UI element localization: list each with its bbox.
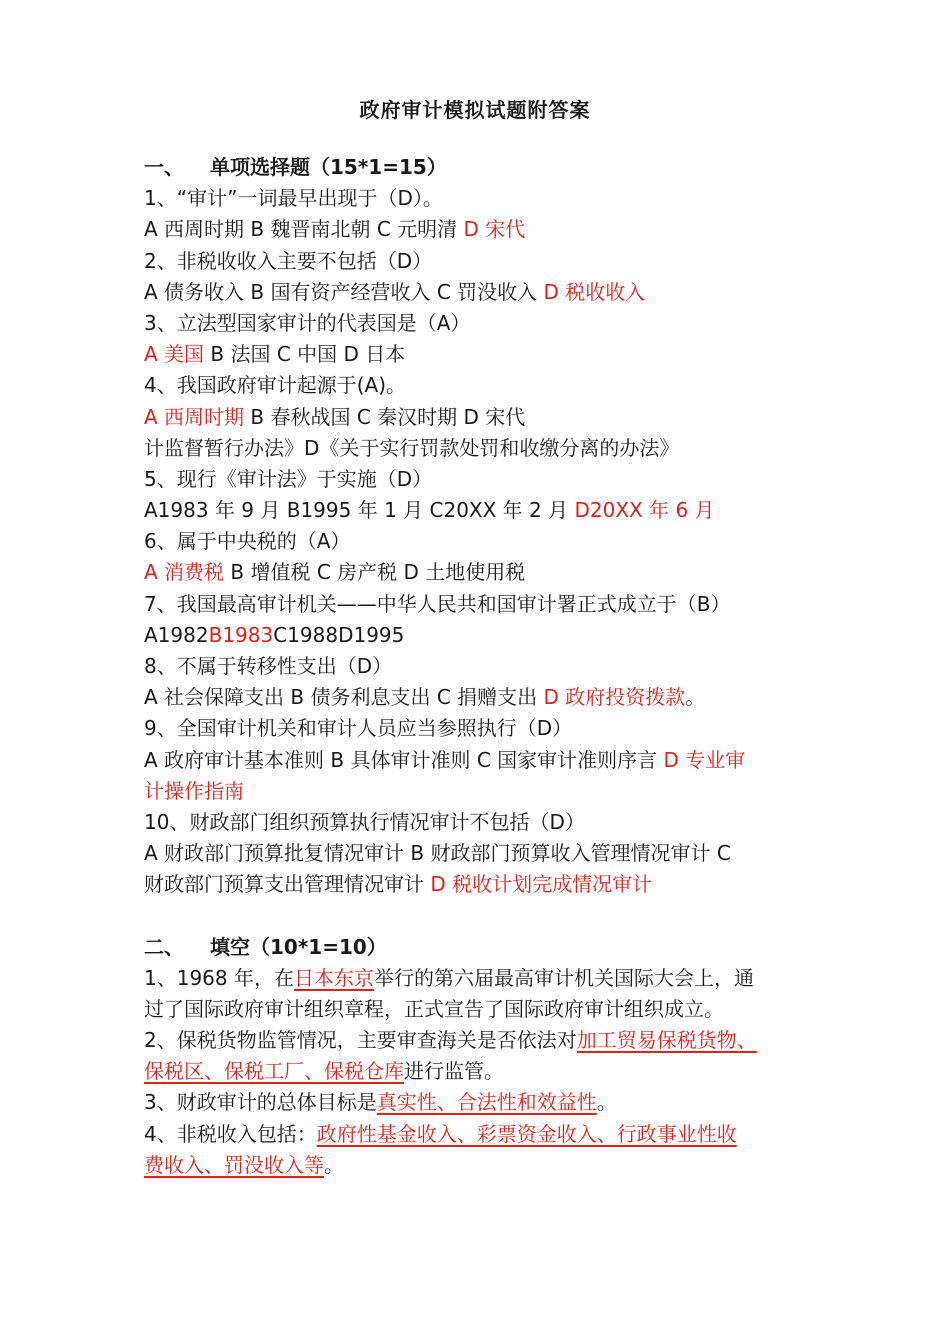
- text-line: [144, 495, 812, 526]
- answer-text: 真实性、合法性和效益性: [376, 1090, 597, 1115]
- text-line: [144, 589, 812, 620]
- text-line: [144, 838, 812, 869]
- answer-text: D20XX 年 6 月: [574, 498, 715, 523]
- answer-text: 政府性基金收入、彩票资金收入、行政事业性收: [316, 1121, 737, 1146]
- question-text: 举行的第六届最高审计机关国际大会上，通: [373, 965, 754, 990]
- text-line: [144, 183, 812, 214]
- question-text: 10、财政部门组织预算执行情况审计不包括（D）: [144, 809, 585, 834]
- text-line: [144, 1119, 812, 1150]
- question-text: 2、保税货物监管情况，主要审查海关是否依法对: [144, 1028, 577, 1053]
- text-line: [144, 1087, 812, 1118]
- question-text: C1988D1995: [273, 622, 405, 647]
- question-text: 。: [685, 685, 706, 710]
- text-line: [144, 1056, 812, 1087]
- section-gap: [144, 901, 812, 932]
- section-number: 一、: [144, 155, 184, 179]
- text-line: [144, 776, 812, 807]
- text-line: [144, 963, 812, 994]
- text-line: [144, 745, 812, 776]
- question-text: A 债务收入 B 国有资产经营收入 C 罚没收入: [144, 279, 544, 304]
- question-text: A1982: [144, 622, 209, 647]
- question-text: 4、非税收入包括：: [144, 1121, 317, 1146]
- answer-text: D 宋代: [463, 217, 526, 242]
- question-text: 5、现行《审计法》于实施（D）: [144, 466, 433, 491]
- question-text: 3、财政审计的总体目标是: [144, 1090, 377, 1115]
- section-name: 单项选择题（15*1=15）: [210, 155, 447, 179]
- section-number: 二、: [144, 934, 184, 959]
- question-text: B 法国 C 中国 D 日本: [204, 342, 406, 367]
- question-text: B 增值税 C 房产税 D 土地使用税: [224, 560, 526, 585]
- text-line: [144, 464, 812, 495]
- question-text: 4、我国政府审计起源于(A)。: [144, 373, 407, 398]
- question-text: 计监督暂行办法》D《关于实行罚款处罚和收缴分离的办法》: [144, 435, 680, 460]
- text-line: [144, 526, 812, 557]
- document-title: 政府审计模拟试题附答案: [359, 98, 591, 122]
- question-text: 财政部门预算支出管理情况审计: [144, 872, 431, 897]
- text-line: [144, 246, 812, 277]
- text-line: [144, 1150, 812, 1181]
- text-line: [144, 807, 812, 838]
- answer-text: D 专业审: [663, 747, 746, 772]
- document-body: [144, 152, 812, 1181]
- question-text: 2、非税收收入主要不包括（D）: [144, 248, 433, 273]
- text-line: [144, 682, 812, 713]
- question-text: A 西周时期 B 魏晋南北朝 C 元明清: [144, 217, 464, 242]
- question-text: A 社会保障支出 B 债务利息支出 C 捐赠支出: [144, 685, 544, 710]
- question-text: 3、立法型国家审计的代表国是（A）: [144, 310, 471, 335]
- answer-text: 加工贸易保税货物、: [576, 1028, 757, 1053]
- text-line: [144, 620, 812, 651]
- question-text: 过了国际政府审计组织章程，正式宣告了国际政府审计组织成立。: [144, 996, 724, 1021]
- question-text: 进行监管。: [404, 1059, 504, 1084]
- answer-text: B1983: [208, 622, 274, 647]
- question-text: 9、全国审计机关和审计人员应当参照执行（D）: [144, 716, 573, 741]
- answer-text: A 消费税: [144, 560, 225, 585]
- text-line: [144, 713, 812, 744]
- answer-text: 保税区、保税工厂、保税仓库: [144, 1059, 404, 1084]
- answer-text: 日本东京: [293, 965, 374, 990]
- section-heading: [144, 152, 812, 183]
- text-line: [144, 214, 812, 245]
- text-line: [144, 1025, 812, 1056]
- answer-text: D 税收计划完成情况审计: [430, 872, 653, 897]
- answer-text: 计操作指南: [144, 778, 244, 803]
- question-text: 。: [324, 1152, 344, 1177]
- answer-text: A 美国: [144, 342, 205, 367]
- text-line: [144, 308, 812, 339]
- text-line: [144, 557, 812, 588]
- answer-text: D 税收收入: [543, 279, 646, 304]
- text-line: [144, 651, 812, 682]
- answer-text: D 政府投资拨款: [543, 685, 686, 710]
- answer-text: 费收入、罚没收入等: [144, 1152, 324, 1177]
- section-name: 填空（10*1=10）: [210, 934, 387, 959]
- text-line: [144, 277, 812, 308]
- section-heading: [144, 932, 812, 963]
- text-line: [144, 433, 812, 464]
- answer-text: A 西周时期: [144, 404, 245, 429]
- question-text: A1983 年 9 月 B1995 年 1 月 C20XX 年 2 月: [144, 498, 575, 523]
- question-text: A 政府审计基本准则 B 具体审计准则 C 国家审计准则序言: [144, 747, 664, 772]
- question-text: 1、“审计”一词最早出现于（D）。: [144, 186, 443, 211]
- text-line: [144, 370, 812, 401]
- text-line: [144, 869, 812, 900]
- question-text: A 财政部门预算批复情况审计 B 财政部门预算收入管理情况审计 C: [144, 841, 731, 866]
- question-text: B 春秋战国 C 秦汉时期 D 宋代: [244, 404, 526, 429]
- text-line: [144, 402, 812, 433]
- text-line: [144, 339, 812, 370]
- question-text: 7、我国最高审计机关——中华人民共和国审计署正式成立于（B）: [144, 591, 731, 616]
- question-text: 1、1968 年，在: [144, 965, 294, 990]
- question-text: 8、不属于转移性支出（D）: [144, 654, 393, 678]
- text-line: [144, 994, 812, 1025]
- question-text: 6、属于中央税的（A）: [144, 529, 351, 554]
- question-text: 。: [596, 1090, 617, 1115]
